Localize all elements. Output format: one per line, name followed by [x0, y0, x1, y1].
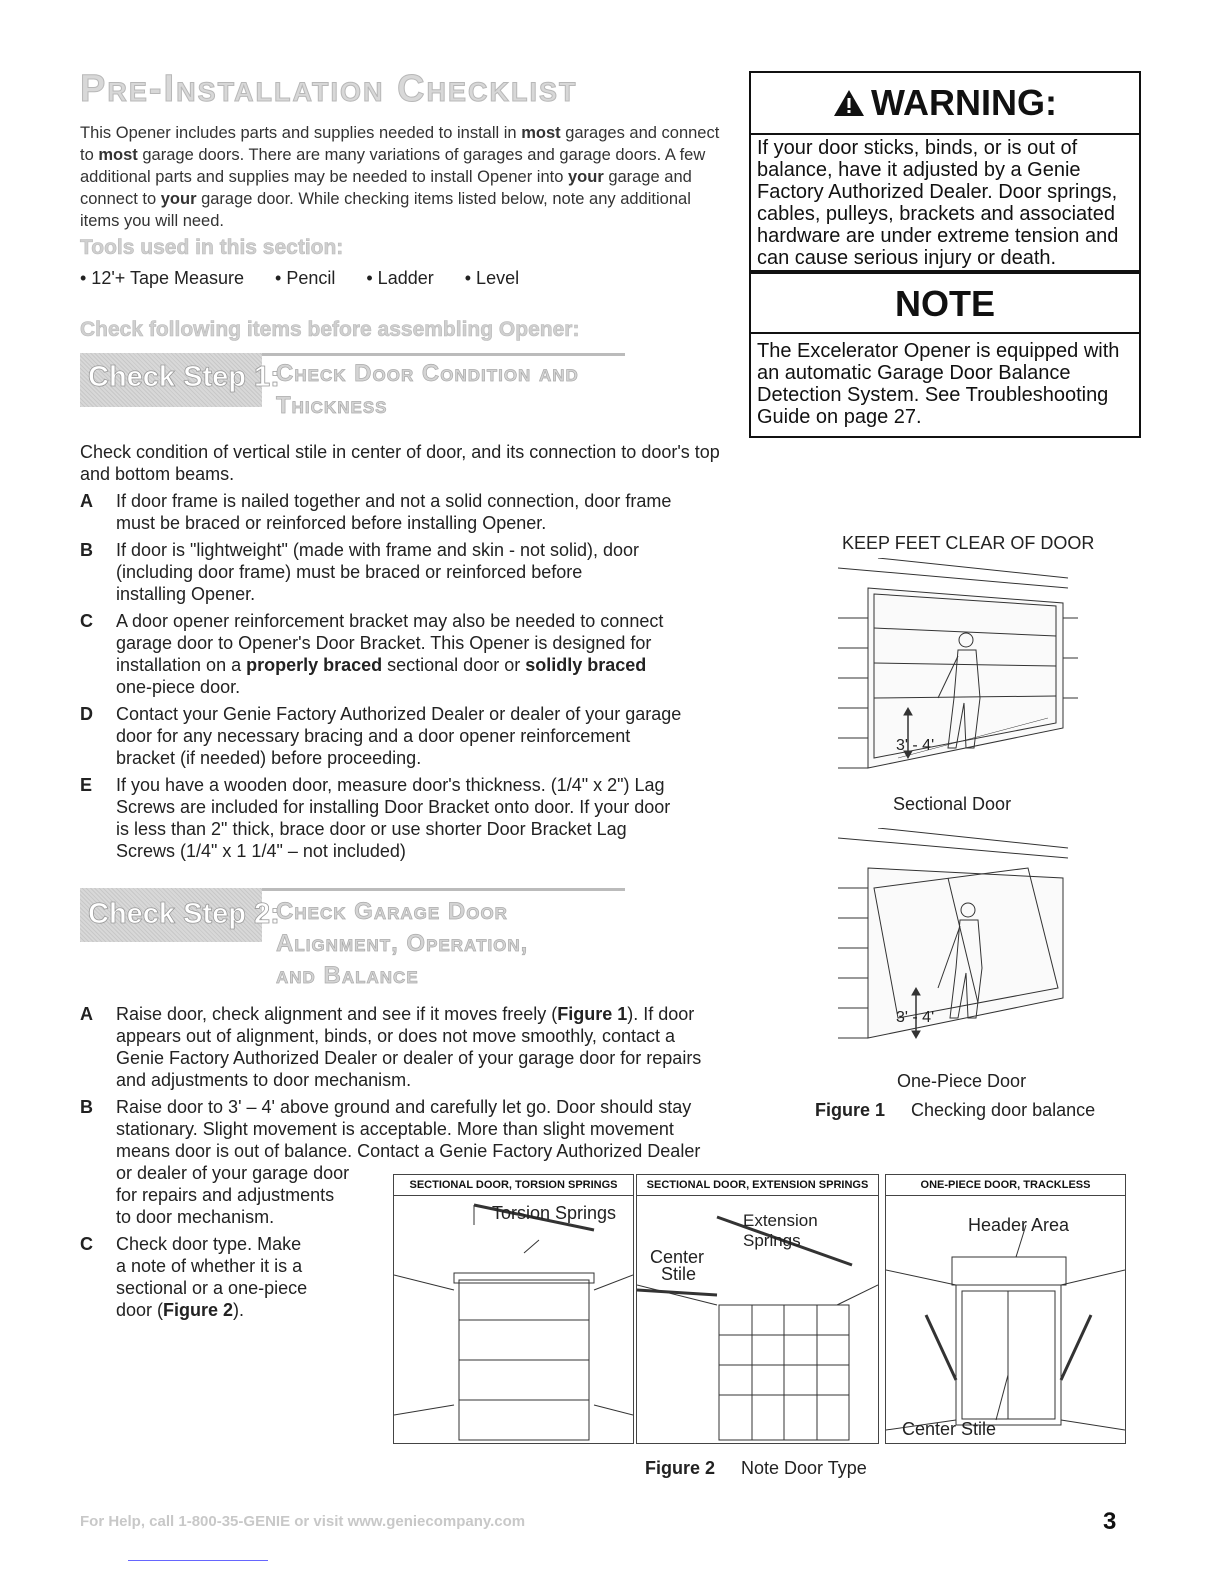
figure1-height-label-onepiece: 3' - 4'	[896, 1009, 935, 1026]
panel-torsion: SECTIONAL DOOR, TORSION SPRINGS Torsion Springs	[393, 1174, 634, 1444]
tool-item: • Level	[464, 268, 520, 288]
figure1-onepiece-label: One-Piece Door	[897, 1071, 1027, 1091]
step1-lead: Check condition of vertical stile in center of door, and its connection to door's top and bottom beams.	[80, 442, 720, 484]
warning-heading: WARNING:	[751, 73, 1139, 135]
note-text: The Excelerator Opener is equipped with an automatic Garage Door Balance Detection System. See Troubleshooting Guide on page 27.	[757, 340, 1120, 428]
tools-heading: Tools used in this section:	[80, 236, 344, 259]
tool-item: • Ladder	[366, 268, 434, 288]
panel-extension: SECTIONAL DOOR, EXTENSION SPRINGS Extension Springs Center Stile	[636, 1174, 879, 1444]
step1-title: Check Door Condition and Thickness	[276, 360, 579, 419]
step2-title: Check Garage Door Alignment, Operation, and Balance	[276, 898, 529, 989]
one-piece-door-illustration	[838, 828, 1078, 1068]
step1-item-e: E If you have a wooden door, measure door's thickness. (1/4" x 2") Lag Screws are included for installing Door Bracket onto door. If your door is less than 2" thick, brace door or use shorter Door Bracket Lag Screws (1/4" x 1 1/4" – not included)	[80, 775, 671, 861]
intro-paragraph: This Opener includes parts and supplies needed to install in most garages and connect to most garage doors. There are many variations of garages and garage doors. A few additional parts and supplies may be needed to install Opener into your garage and connect to your garage door. While checking items listed below, note any additional items you will need.	[80, 124, 720, 230]
step1-item-a: A If door frame is nailed together and not a solid connection, door frame must be braced or reinforced before installing Opener.	[80, 491, 672, 533]
sectional-door-illustration	[838, 558, 1078, 798]
figure1-caption: Figure 1 Checking door balance	[815, 1100, 1096, 1120]
footer-help: For Help, call 1-800-35-GENIE or visit www.geniecompany.com	[80, 1513, 526, 1530]
note-box	[749, 272, 1141, 438]
tools-list	[80, 268, 545, 289]
footer-link-rule	[128, 1560, 268, 1561]
check-heading: Check following items before assembling Opener:	[80, 318, 580, 341]
note-heading: NOTE	[751, 274, 1139, 334]
step1-item-b: B If door is "lightweight" (made with frame and skin - not solid), door (including door frame) must be braced or reinforced before installing Opener.	[80, 540, 640, 604]
page-title: Pre-Installation Checklist	[80, 68, 578, 110]
panel-one-piece: ONE-PIECE DOOR, TRACKLESS Header Area Center Stile	[885, 1174, 1126, 1444]
tool-item: • 12'+ Tape Measure	[80, 268, 245, 288]
step1-label: Check Step 1:	[88, 361, 280, 393]
warning-box	[749, 71, 1141, 272]
step1-item-d: D Contact your Genie Factory Authorized Dealer or dealer of your garage door for any necessary bracing and a door opener reinforcement bracket (if needed) before proceeding.	[80, 704, 682, 768]
warning-text: If your door sticks, binds, or is out of balance, have it adjusted by a Genie Factory Authorized Dealer. Door springs, cables, pulleys, brackets and associated hardware are under extreme tension and can cause serious injury or death.	[757, 137, 1119, 269]
step2-item-a: A Raise door, check alignment and see if it moves freely (Figure 1). If door appears out of alignment, binds, or does not move smoothly, contact a Genie Factory Authorized Dealer or dealer of your garage door for repairs and adjustments to door mechanism.	[80, 1004, 702, 1090]
step1-item-c: C A door opener reinforcement bracket may also be needed to connect garage door to Opener's Door Bracket. This Opener is designed for installation on a properly braced sectional door or solidly braced one-piece door.	[80, 611, 664, 697]
step2-item-b: B Raise door to 3' – 4' above ground and carefully let go. Door should stay stationary. Slight movement is acceptable. More than slight movement means door is out of balance. Contact a Genie Factory Authorized Dealer or dealer of your garage door for repairs and adjustments to door mechanism.	[80, 1097, 701, 1227]
figure1-top-label: KEEP FEET CLEAR OF DOOR	[842, 533, 1095, 553]
page-number: 3	[1103, 1508, 1117, 1535]
figure2-caption: Figure 2 Note Door Type	[645, 1458, 867, 1478]
step2-label: Check Step 2:	[88, 898, 280, 930]
figure1-height-label-sectional: 3' - 4'	[896, 737, 935, 754]
tool-item: • Pencil	[275, 268, 336, 288]
warning-triangle-icon	[833, 89, 865, 117]
figure1-sectional-label: Sectional Door	[893, 794, 1012, 814]
step2-item-c: C Check door type. Make a note of whether it is a sectional or a one-piece door (Figure 2).	[80, 1234, 308, 1320]
